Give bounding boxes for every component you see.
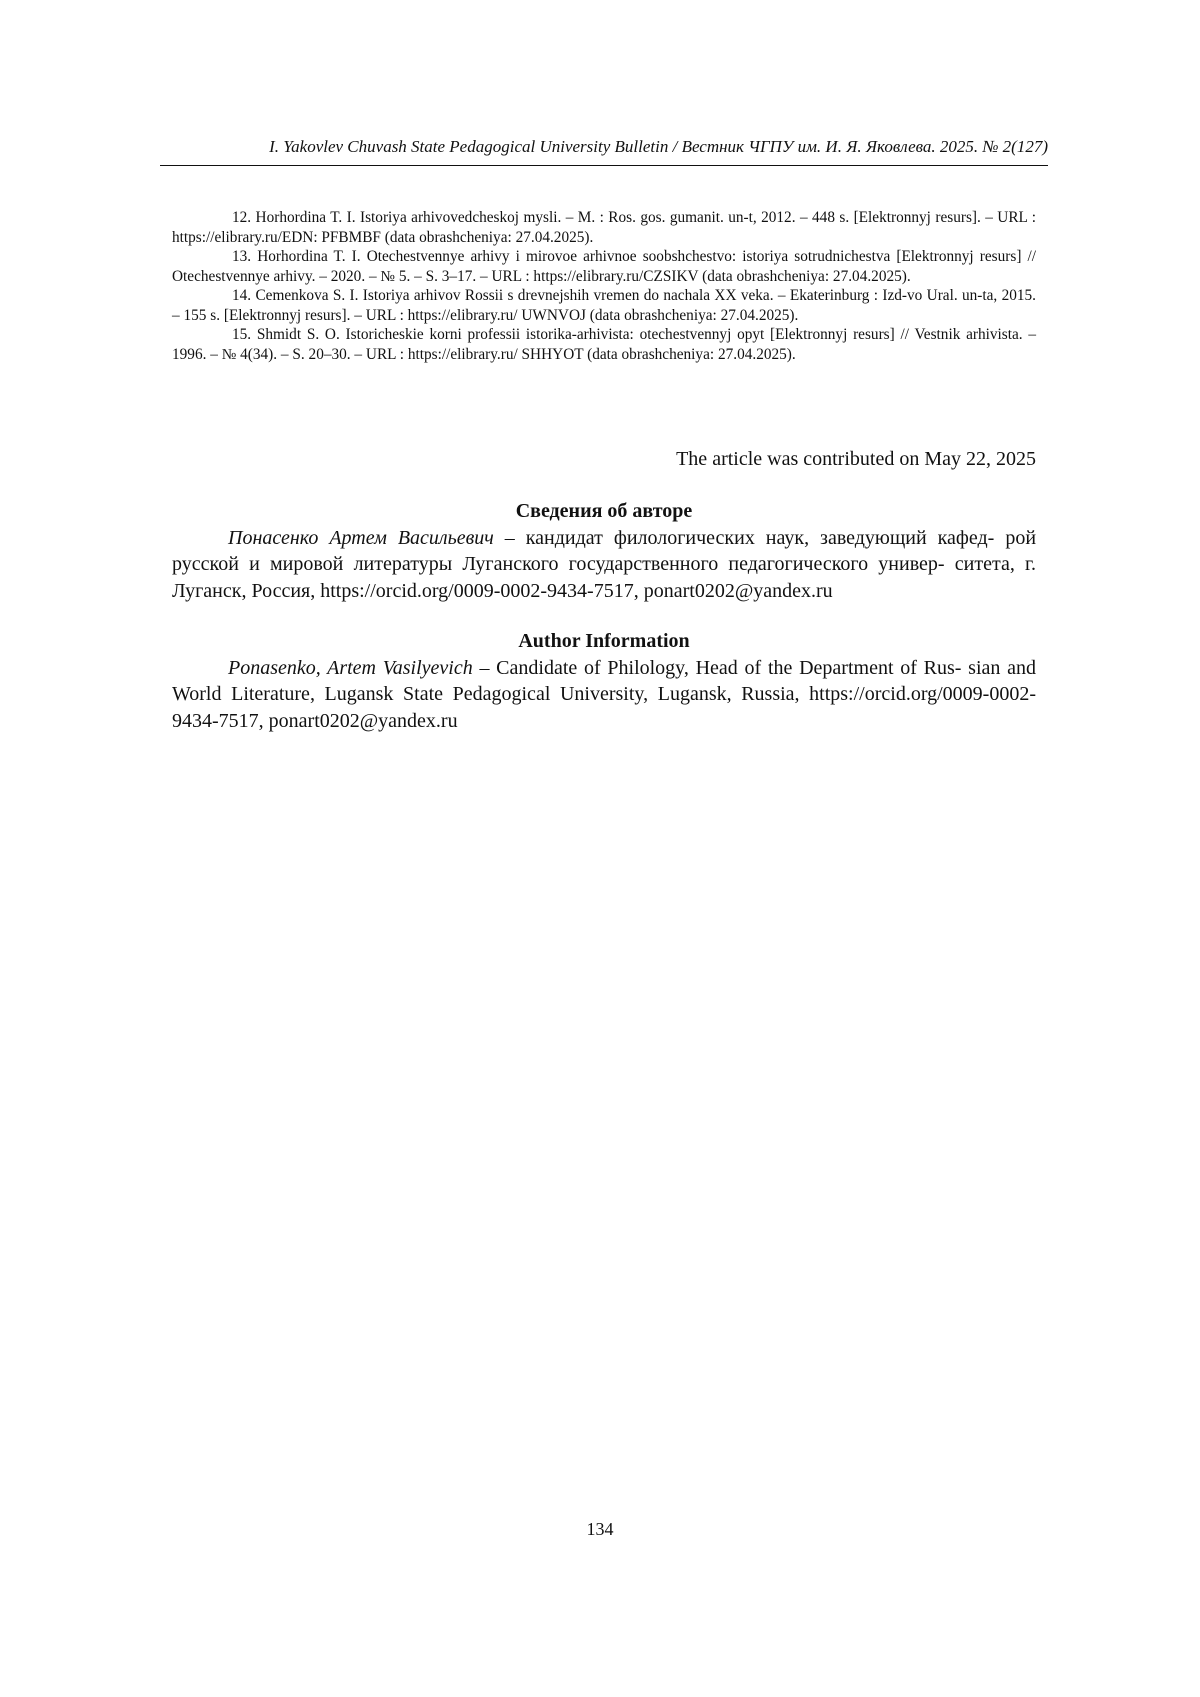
author-info-ru <box>172 498 1036 604</box>
author-info-ru-text <box>172 525 1036 605</box>
author-info-line: https://orcid.org/0009-0002-9434-7517, ponart0202@yandex.ru <box>172 683 1036 732</box>
reference-item-14 <box>172 286 1036 325</box>
reference-line: Vestnik arhivista. – 1996. – № 4(34). – S. 20–30. – URL : https://elibrary.ru/ SHHYOT (data obrashcheniya: <box>172 326 1036 363</box>
reference-line: 27.04.2025). <box>717 345 796 363</box>
reference-line: resurs]. – URL : https://elibrary.ru/EDN: PFBMBF (data obrashcheniya: 27.04.2025). <box>172 209 1037 246</box>
author-info-ru-heading: Сведения об авторе <box>515 500 693 522</box>
reference-item-12 <box>172 208 1036 247</box>
contributed-note: The article was contributed on May 22, 2025 <box>676 448 1036 470</box>
header-rule <box>160 165 1048 166</box>
author-info-line: sian and World Literature, Lugansk State Pedagogical University, Lugansk, Russia, <box>172 656 1036 705</box>
author-info-line: ситета, г. Луганск, Россия, https://orcid.org/0009-0002-9434-7517, ponart0202@yandex.ru <box>172 553 1037 602</box>
reference-line: 14. Cemenkova S. I. Istoriya arhivov Rossii s drevnejshih vremen do nachala XX veka. – Ekaterinburg : Izd-vo <box>232 287 923 304</box>
author-info-en-text <box>172 655 1036 735</box>
author-info-en-heading: Author Information <box>518 630 690 652</box>
author-name-en: Ponasenko, Artem Vasilyevich <box>228 656 473 679</box>
author-info-line: – Candidate of Philology, Head of the Department of Rus- <box>472 656 962 679</box>
author-info-line: рой русской и мировой литературы Луганского государственного педагогического универ- <box>172 526 1037 575</box>
reference-item-13 <box>172 247 1036 286</box>
author-name-ru: Понасенко Артем Васильевич <box>228 526 494 549</box>
reference-line: 12. Horhordina T. I. Istoriya arhivovedcheskoj mysli. – M. : Ros. gos. gumanit. un-t, 2012. – 448 s. [Elektronnyj <box>232 209 931 226</box>
reference-line: 15. Shmidt S. O. Istoricheskie korni professii istorika-arhivista: otechestvennyj opyt [Elektronnyj resurs] // <box>232 326 909 343</box>
running-header: I. Yakovlev Chuvash State Pedagogical University Bulletin / Вестник ЧГПУ им. И. Я. Яковлева. 2025. № 2(127) <box>269 137 1048 156</box>
page-number: 134 <box>586 1519 614 1539</box>
reference-list <box>172 208 1036 364</box>
author-info-line: – кандидат филологических наук, заведующий кафед- <box>493 526 995 549</box>
reference-line: 27.04.2025). <box>832 267 911 285</box>
reference-line: resurs] // Otechestvennye arhivy. – 2020. – № 5. – S. 3–17. – URL : https://elibrary.ru/CZSIKV (data obrashcheniya: <box>172 248 1037 285</box>
reference-item-15 <box>172 325 1036 364</box>
author-info-en <box>172 628 1036 734</box>
reference-line: 13. Horhordina T. I. Otechestvennye arhivy i mirovoe arhivnoe soobshchestvo: istoriya sotrudnichestva [Elektronnyj <box>232 248 974 265</box>
reference-line: Ural. un-ta, 2015. – 155 s. [Elektronnyj resurs]. – URL : https://elibrary.ru/ UWNVOJ (data obrashcheniya: 27.04.2025). <box>172 287 1036 324</box>
